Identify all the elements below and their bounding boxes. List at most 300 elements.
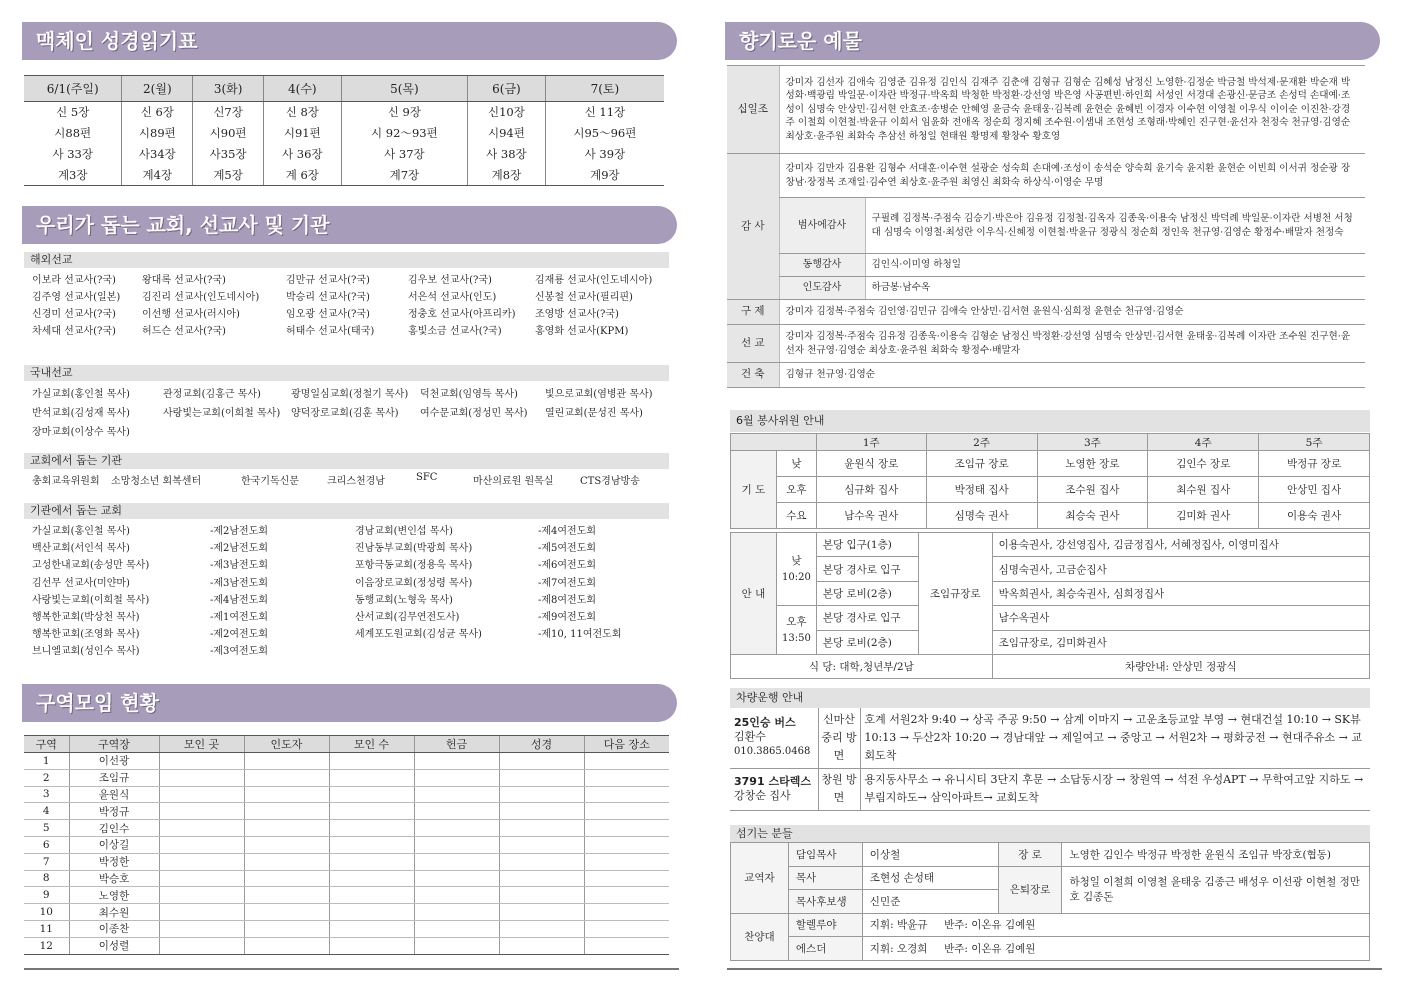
district-blank-cell [584,937,669,954]
supported-title: 기관에서 돕는 교회 [24,503,669,519]
district-header: 다음 장소 [584,736,669,753]
district-blank-cell [244,836,329,853]
district-blank-cell [244,920,329,937]
week-header: 5주 [1259,434,1370,451]
staff-role: 목사후보생 [788,890,862,914]
bible-passage: 계4장 [122,165,193,186]
domestic-church-item: 반석교회(김성재 목사) [32,408,130,419]
district-blank-cell [329,769,414,786]
district-blank-cell [329,853,414,870]
mission-label: 선 교 [727,325,779,363]
bible-passage: 시 92～93편 [341,123,467,144]
thanks-names: 강미자 김만자 김용환 김형수 서대훈·이수현 설광순 성숙희 손대예·조성이 송석순 양숙희 윤기숙 윤지환 윤현순 이빈희 이서귀 정순광 장창남·장정복 조재일·김수연 최상호·윤주원 최영신 최화숙 하상식·이영순 무명 [779,154,1365,198]
district-number: 10 [24,904,69,921]
usher-names: 박옥희권사, 최승숙권사, 심희정집사 [992,581,1369,605]
district-header: 구역 [24,736,69,753]
district-row [24,753,669,770]
prayer-person: 박정규 장로 [1259,451,1370,477]
district-leader: 박정한 [69,853,159,870]
district-number: 9 [24,887,69,904]
district-blank-cell [499,769,584,786]
supporting-group: -제4여전도회 [538,526,597,537]
prayer-person: 조임규 장로 [926,451,1037,477]
usher-label: 안 내 [731,533,777,655]
bible-passage: 계3장 [24,165,122,186]
usher-names: 남수옥권사 [992,606,1369,630]
staff-name: 조현성 손성태 [862,866,998,890]
district-row [24,820,669,837]
bible-row [24,102,664,123]
district-header: 성경 [499,736,584,753]
district-banner: 구역모임 현황 [22,684,677,722]
overseas-title: 해외선교 [24,252,669,268]
institution-item: 소망청소년 회복센터 [111,476,202,487]
district-blank-cell [329,870,414,887]
supported-church: 이음장로교회(정성령 목사) [355,577,473,589]
domestic-church-item: 열린교회(문성진 목사) [545,408,643,419]
district-leader: 이상길 [69,836,159,853]
district-blank-cell [329,904,414,921]
week-header: 3주 [1037,434,1148,451]
bible-day-header: 6(금) [468,76,546,102]
district-blank-cell [499,870,584,887]
supporting-group: -제3여전도회 [210,646,269,658]
district-blank-cell [329,753,414,770]
district-blank-cell [244,786,329,803]
thanks-label: 감 사 [727,154,779,300]
thanks-sub-label: 인도감사 [779,277,865,300]
bible-passage: 사35장 [193,144,264,165]
bus-2-route: 용지동사무소 → 유니시티 3단지 후문 → 소답동시장 → 창원역 → 석전 우성APT → 무학여고앞 지하도 → 부림지하도→ 삼익아파트→ 교회도착 [860,768,1370,810]
prayer-person: 김인수 장로 [1148,451,1259,477]
staff-role: 담임목사 [788,843,862,867]
institution-item: 마산의료원 원목실 [473,476,554,487]
bus-1-route-label: 신마산 중리 방면 [818,708,860,768]
district-blank-cell [414,887,499,904]
district-blank-cell [244,753,329,770]
bible-row [24,123,664,144]
district-number: 5 [24,820,69,837]
usher-names: 심명숙권사, 고금순집사 [992,557,1369,581]
usher-pm-label: 오후 [786,615,807,628]
district-blank-cell [499,753,584,770]
staff-name: 이상철 [862,843,998,867]
bible-day-header: 7(토) [545,76,664,102]
domestic-church-item: 빛으로교회(염병관 목사) [545,389,653,400]
bus-2-info: 3791 스타렉스 강창순 집사 [730,768,818,810]
supported-church: 고성한내교회(송성만 목사) [32,560,150,572]
missionary-item: 허드슨 선교사(?국) [142,326,226,337]
bible-day-header: 6/1(주일) [24,76,122,102]
right-footer-rule [727,968,1382,970]
district-blank-cell [159,820,244,837]
district-row [24,937,669,954]
supported-church: 김선무 선교사(미얀마) [32,577,130,589]
district-number: 12 [24,937,69,954]
usher-names: 이용숙권사, 강선영집사, 김금정집사, 서혜정집사, 이영미집사 [992,533,1369,557]
missionary-item: 신경미 선교사(?국) [32,309,116,320]
usher-day-time [776,533,816,606]
district-leader: 이선광 [69,753,159,770]
district-header: 구역장 [69,736,159,753]
usher-lead: 조임규장로 [918,533,992,655]
vehicle-title: 차량운행 안내 [730,688,1370,708]
supported-church: 백산교회(서인석 목사) [32,543,130,555]
institution-item: 총회교육위원회 [32,476,100,487]
supporting-group: -제5여전도회 [538,543,597,555]
bible-passage: 시88편 [54,126,92,140]
supporting-group: -제2남전도회 [210,526,269,537]
district-number: 3 [24,786,69,803]
choir-staff: 지휘: 오경희 반주: 이온유 김예원 [862,937,1369,961]
missionary-item: 이선행 선교사(러시아) [142,309,240,320]
district-header: 모인 곳 [159,736,244,753]
usher-day-clock: 10:20 [781,571,811,583]
district-header: 모인 수 [329,736,414,753]
district-number: 2 [24,769,69,786]
district-blank-cell [329,836,414,853]
district-header: 인도자 [244,736,329,753]
missionary-item: 임오광 선교사(?국) [286,309,370,320]
choir-name: 에스더 [788,937,862,961]
prayer-person: 박정태 집사 [926,477,1037,503]
supporting-group: -제7여전도회 [538,577,597,589]
district-blank-cell [329,937,414,954]
elder-label: 장 로 [998,843,1062,867]
district-blank-cell [414,920,499,937]
usher-row [731,557,1370,581]
district-leader: 이성렬 [69,937,159,954]
domestic-church-item: 덕천교회(임영득 목사) [420,389,518,400]
bible-passage: 시90편 [193,123,264,144]
thanks-sub-names: 김인식·이미영 하청일 [865,254,1365,277]
district-blank-cell [159,786,244,803]
choir-staff: 지휘: 박윤규 반주: 이온유 김예원 [862,913,1369,937]
usher-names: 조임규장로, 김미화권사 [992,630,1369,654]
district-blank-cell [244,803,329,820]
usher-place: 본당 로비(2층) [816,630,918,654]
district-row [24,836,669,853]
district-blank-cell [584,786,669,803]
service-corner [731,434,817,451]
bible-passage: 신 5장 [56,105,90,120]
bible-day-header: 4(수) [264,76,342,102]
thanks-sub-names: 하금봉·남수옥 [865,277,1365,300]
district-table [24,735,669,955]
district-blank-cell [159,836,244,853]
prayer-person: 조수원 집사 [1037,477,1148,503]
district-leader: 박정규 [69,803,159,820]
prayer-time: 낮 [776,451,816,477]
staff-role: 목사 [788,866,862,890]
bus-1-route: 호계 서원2차 9:40 → 상곡 주공 9:50 → 삼계 이마지 → 고운초등교앞 부영 → 현대건설 10:10 → SK뷰 10:13 → 두산2차 10:20 → 경남대앞 → 제일여고 → 중앙고 → 서원2차 → 평화궁전 → 현대주유소 → 교회도착 [860,708,1370,768]
district-number: 7 [24,853,69,870]
district-row [24,870,669,887]
district-blank-cell [584,904,669,921]
district-blank-cell [244,904,329,921]
district-blank-cell [244,853,329,870]
district-blank-cell [159,904,244,921]
prayer-person: 김미화 권사 [1148,503,1259,529]
bible-passage: 신 6장 [122,102,193,123]
bible-passage: 사 36장 [264,144,342,165]
thanks-sub-names: 구필례 김정복·주점숙 김승기·박은아 김유정 김정철·김옥자 김종욱·이용숙 남정신 박덕례 박일문·이자란 서병천 서청대 심명숙 이영철·최성란 이우식·신혜정 이현철·박윤규 정광식 정순희 정인욱 천규영·김영순 황정수·배말자 천정숙 [865,198,1365,254]
district-blank-cell [414,753,499,770]
usher-pm-time [776,606,816,655]
elder-names: 노영한 김인수 박정규 박정한 윤원식 조임규 박장호(협동) [1062,843,1370,867]
bible-reading-table [24,75,664,186]
district-blank-cell [414,853,499,870]
district-blank-cell [159,753,244,770]
bible-passage: 시94편 [468,123,546,144]
district-blank-cell [499,920,584,937]
supporting-group: -제4남전도회 [210,594,269,606]
district-blank-cell [159,853,244,870]
week-header: 2주 [926,434,1037,451]
district-blank-cell [244,887,329,904]
service-title: 6월 봉사위원 안내 [730,410,1370,432]
district-blank-cell [499,803,584,820]
supporting-group: -제10, 11여전도회 [538,629,622,641]
missionary-item: 서은석 선교사(인도) [408,292,497,303]
supported-church: 가실교회(홍인철 목사) [32,526,130,537]
district-blank-cell [499,786,584,803]
prayer-person: 남수옥 권사 [816,503,926,529]
district-blank-cell [414,904,499,921]
domestic-church-item: 장마교회(이상수 목사) [32,427,130,438]
bible-passage: 사 33장 [52,147,93,161]
missionary-item: 차세대 선교사(?국) [32,326,116,337]
prayer-time: 오후 [776,477,816,503]
missionary-item: 김우보 선교사(?국) [408,275,492,286]
bus-2-route-label: 창원 방면 [818,768,860,810]
district-blank-cell [244,870,329,887]
missionary-item: 정충호 선교사(아프리카) [408,309,516,320]
district-leader: 최수원 [69,904,159,921]
supporting-group: -제2남전도회 [210,543,269,555]
usher-day-label: 낮 [791,554,802,567]
prayer-person: 최수원 집사 [1148,477,1259,503]
missionary-item: 조영방 선교사(?국) [535,309,619,320]
bible-passage: 계5장 [193,165,264,186]
supported-church: 사랑빛는교회(이희철 목사) [32,594,150,606]
usher-place: 본당 경사로 입구 [816,606,918,630]
prayer-person: 이용숙 권사 [1259,503,1370,529]
missionary-item: 홍영화 선교사(KPM) [535,326,629,337]
district-blank-cell [584,769,669,786]
bible-passage: 계8장 [468,165,546,186]
district-blank-cell [499,904,584,921]
district-blank-cell [244,937,329,954]
bible-passage: 신7장 [193,102,264,123]
support-banner: 우리가 돕는 교회, 선교사 및 기관 [22,206,677,244]
missionary-item: 허태수 선교사(태국) [286,326,375,337]
bible-passage: 사 38장 [468,144,546,165]
district-blank-cell [584,887,669,904]
supporting-group: -제3남전도회 [210,560,269,572]
institution-item: CTS경남방송 [580,476,640,487]
district-header: 헌금 [414,736,499,753]
missionary-item: 홍빛소금 선교사(?국) [408,326,502,337]
district-row [24,786,669,803]
bible-passage: 신 8장 [264,102,342,123]
left-footer-rule [24,968,679,970]
institutions-title: 교회에서 돕는 기관 [24,453,669,469]
missionary-item: 김만규 선교사(?국) [286,275,370,286]
district-blank-cell [499,887,584,904]
bible-passage: 시95～96편 [545,123,664,144]
bus-1-info: 25인승 버스 김환수 010.3865.0468 [730,708,818,768]
missionary-item: 김주영 선교사(일본) [32,292,121,303]
supported-church: 진남동부교회(박광희 목사) [355,543,473,555]
week-header: 4주 [1148,434,1259,451]
district-number: 11 [24,920,69,937]
mission-names: 강미자 김정복·주점숙 김유정 김종욱·이용숙 김형순 남정신 박정환·강선영 심명숙 안상민·김서현 윤태웅·김복례 이자란 조수원 진구현·윤선자 천규영·김영순 최상호·윤주원 최화숙 황정수·배말자 [779,325,1365,363]
missionary-item: 이보라 선교사(?국) [32,275,116,286]
bible-passage: 계 6장 [264,165,342,186]
offering-banner: 향기로운 예물 [725,22,1380,60]
prayer-row [731,477,1370,503]
staff-name: 신민준 [862,890,998,914]
domestic-church-item: 양덕장로교회(김훈 목사) [291,408,399,419]
prayer-person: 심명숙 권사 [926,503,1037,529]
district-blank-cell [584,870,669,887]
bible-day-header: 5(목) [341,76,467,102]
vehicle-table [730,708,1370,811]
retired-label: 은퇴장로 [998,866,1062,913]
district-row [24,803,669,820]
prayer-row [731,503,1370,529]
meal-parking-row [731,654,1370,678]
bible-passage: 신 11장 [545,102,664,123]
bible-passage: 시89편 [122,123,193,144]
district-blank-cell [584,920,669,937]
bible-passage: 신10장 [468,102,546,123]
district-blank-cell [414,786,499,803]
district-blank-cell [159,870,244,887]
supported-church: 세계포도원교회(김성균 목사) [355,629,482,641]
bible-reading-banner: 맥체인 성경읽기표 [22,22,677,60]
district-blank-cell [414,870,499,887]
district-blank-cell [159,937,244,954]
supported-church: 동행교회(노형욱 목사) [355,594,453,606]
building-names: 김형규 천규영·김영순 [779,363,1365,388]
supported-church: 산서교회(김무연전도사) [355,612,460,623]
bible-row [24,144,664,165]
district-blank-cell [329,920,414,937]
meal-info: 식 당: 대학,청년부/2남 [731,654,993,678]
supporting-group: -제9여전도회 [538,612,597,623]
thanks-sub-label: 범사에감사 [779,198,865,254]
district-leader: 박승호 [69,870,159,887]
choir-label: 찬양대 [731,913,789,960]
district-row [24,769,669,786]
bible-passage: 사 37장 [341,144,467,165]
staff-label: 교역자 [731,843,789,914]
district-blank-cell [329,820,414,837]
district-blank-cell [499,937,584,954]
district-number: 8 [24,870,69,887]
district-blank-cell [584,853,669,870]
bible-passage: 시91편 [264,123,342,144]
prayer-person: 안상민 집사 [1259,477,1370,503]
district-number: 1 [24,753,69,770]
helpers-title: 섬기는 분들 [730,825,1370,843]
usher-row [731,533,1370,557]
missionary-item: 신봉철 선교사(필리핀) [535,292,633,303]
bible-day-header: 3(화) [193,76,264,102]
prayer-person: 윤원식 장로 [816,451,926,477]
institution-item: 한국기독신문 [241,476,299,487]
parking-info: 차량안내: 안상민 정광식 [992,654,1369,678]
supporting-group: -제8여전도회 [538,594,597,606]
institution-item: SFC [416,472,438,483]
domestic-church-item: 사랑빛는교회(이희철 목사) [163,408,281,419]
retired-names: 하청일 이철희 이영철 윤태웅 김종근 배성우 이선광 이현철 정만호 김종돈 [1062,866,1370,913]
district-blank-cell [159,920,244,937]
institution-item: 크리스천경남 [327,476,385,487]
domestic-church-item: 가실교회(홍인철 목사) [32,389,130,400]
missionary-item: 김재룡 선교사(인도네시아) [535,275,653,286]
missionary-item: 왕대록 선교사(?국) [142,275,226,286]
domestic-title: 국내선교 [24,365,669,381]
district-blank-cell [414,769,499,786]
prayer-row [731,451,1370,477]
bible-row [24,165,664,186]
district-number: 6 [24,836,69,853]
bible-passage: 사34장 [122,144,193,165]
usher-row [731,581,1370,605]
district-row [24,920,669,937]
domestic-church-item: 광명일심교회(정철기 목사) [291,389,409,400]
domestic-church-item: 여수문교회(정성민 목사) [420,408,528,419]
district-blank-cell [584,820,669,837]
thanks-sub-label: 동행감사 [779,254,865,277]
district-blank-cell [329,786,414,803]
supporting-group: -제1여전도회 [210,612,269,623]
helpers-table [730,842,1370,961]
district-blank-cell [159,803,244,820]
district-blank-cell [244,820,329,837]
bible-day-header: 2(월) [122,76,193,102]
district-blank-cell [584,753,669,770]
prayer-time: 수요 [776,503,816,529]
usher-place: 본당 경사로 입구 [816,557,918,581]
district-blank-cell [499,820,584,837]
relief-label: 구 제 [727,300,779,325]
missionary-item: 김진리 선교사(인도네시아) [142,292,260,303]
district-blank-cell [414,937,499,954]
prayer-person: 심규화 집사 [816,477,926,503]
district-leader: 이종찬 [69,920,159,937]
service-prayer-table [730,433,1370,529]
district-leader: 윤원식 [69,786,159,803]
relief-names: 강미자 김정복·주점숙 김인영·김민규 김애숙 안상민·김서현 윤원식·심희정 윤현순 천규영·김영순 [779,300,1365,325]
prayer-label: 기 도 [731,451,777,529]
district-leader: 조임규 [69,769,159,786]
district-leader: 노영한 [69,887,159,904]
district-row [24,887,669,904]
service-usher-table [730,532,1370,679]
supported-church: 행복한교회(박상천 목사) [32,612,140,623]
supported-church: 경남교회(변인섭 목사) [355,526,453,537]
week-header: 1주 [816,434,926,451]
supporting-group: -제6여전도회 [538,560,597,572]
supporting-group: -제2여전도회 [210,629,269,641]
district-blank-cell [414,820,499,837]
usher-place: 본당 입구(1층) [816,533,918,557]
offering-table [727,65,1365,388]
